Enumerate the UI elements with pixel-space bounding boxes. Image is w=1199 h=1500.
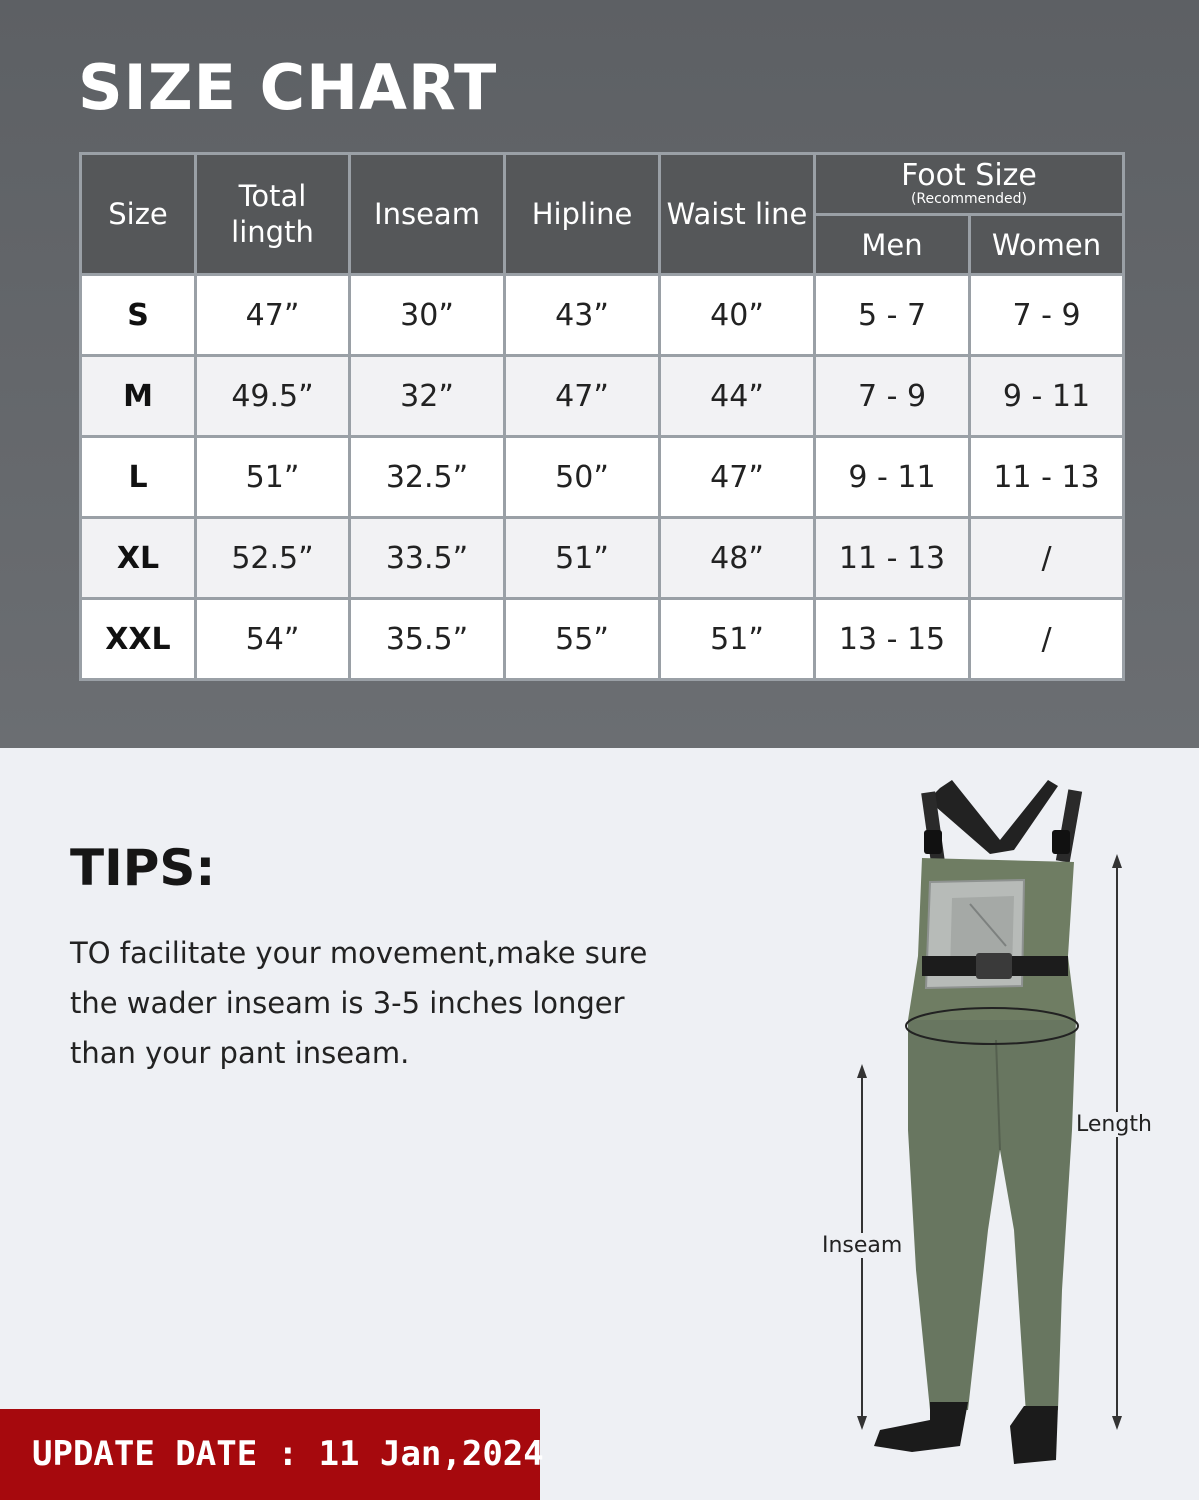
cell-size: XL — [81, 518, 196, 599]
cell-waistline: 48” — [660, 518, 815, 599]
size-chart-table — [79, 152, 1125, 681]
right-boot — [1010, 1406, 1058, 1464]
inseam-label: Inseam — [822, 1233, 903, 1258]
header-foot-size — [815, 154, 1124, 215]
cell-men: 13 - 15 — [815, 599, 970, 680]
length-label: Length — [1076, 1112, 1152, 1137]
update-date-banner: UPDATE DATE : 11 Jan,2024 — [0, 1409, 540, 1500]
header-total-length — [196, 154, 350, 275]
table-row — [81, 275, 1124, 356]
header-total-length-label: Total lingth — [231, 179, 314, 249]
cell-size: M — [81, 356, 196, 437]
tips-title: TIPS: — [70, 839, 216, 897]
cell-hipline: 51” — [505, 518, 660, 599]
cell-inseam: 32.5” — [350, 437, 505, 518]
cell-hipline: 55” — [505, 599, 660, 680]
cell-inseam: 35.5” — [350, 599, 505, 680]
cell-inseam: 32” — [350, 356, 505, 437]
cell-waistline: 51” — [660, 599, 815, 680]
table-row — [81, 356, 1124, 437]
wader-legs — [908, 1020, 1076, 1414]
header-size: Size — [81, 154, 196, 275]
cell-women: / — [970, 518, 1124, 599]
cell-total-length: 52.5” — [196, 518, 350, 599]
tips-text: TO facilitate your movement,make sure the wader inseam is 3-5 inches longer than your pant inseam. — [70, 936, 648, 1070]
cell-hipline: 47” — [505, 356, 660, 437]
header-waistline-label: Waist line — [666, 197, 808, 231]
cell-inseam: 33.5” — [350, 518, 505, 599]
cell-inseam: 30” — [350, 275, 505, 356]
table-row — [81, 518, 1124, 599]
cell-men: 9 - 11 — [815, 437, 970, 518]
header-waistline — [660, 154, 815, 275]
header-hipline: Hipline — [505, 154, 660, 275]
cell-total-length: 47” — [196, 275, 350, 356]
cell-hipline: 43” — [505, 275, 660, 356]
cell-women: 11 - 13 — [970, 437, 1124, 518]
cell-total-length: 49.5” — [196, 356, 350, 437]
cell-women: 7 - 9 — [970, 275, 1124, 356]
cell-size: XXL — [81, 599, 196, 680]
cell-total-length: 51” — [196, 437, 350, 518]
cell-women: 9 - 11 — [970, 356, 1124, 437]
cell-waistline: 40” — [660, 275, 815, 356]
header-men: Men — [815, 215, 970, 275]
header-foot-size-note: (Recommended) — [910, 191, 1028, 207]
cell-men: 7 - 9 — [815, 356, 970, 437]
header-women: Women — [970, 215, 1124, 275]
table-row — [81, 437, 1124, 518]
page-title: SIZE CHART — [78, 51, 498, 124]
header-foot-size-label: Foot Size — [901, 158, 1037, 193]
table-row — [81, 599, 1124, 680]
cell-waistline: 44” — [660, 356, 815, 437]
left-boot — [874, 1402, 968, 1452]
cell-waistline: 47” — [660, 437, 815, 518]
cell-size: S — [81, 275, 196, 356]
cell-men: 5 - 7 — [815, 275, 970, 356]
suspender-straps — [928, 780, 1058, 854]
cell-total-length: 54” — [196, 599, 350, 680]
cell-women: / — [970, 599, 1124, 680]
cell-size: L — [81, 437, 196, 518]
cell-men: 11 - 13 — [815, 518, 970, 599]
cell-hipline: 50” — [505, 437, 660, 518]
header-inseam: Inseam — [350, 154, 505, 275]
